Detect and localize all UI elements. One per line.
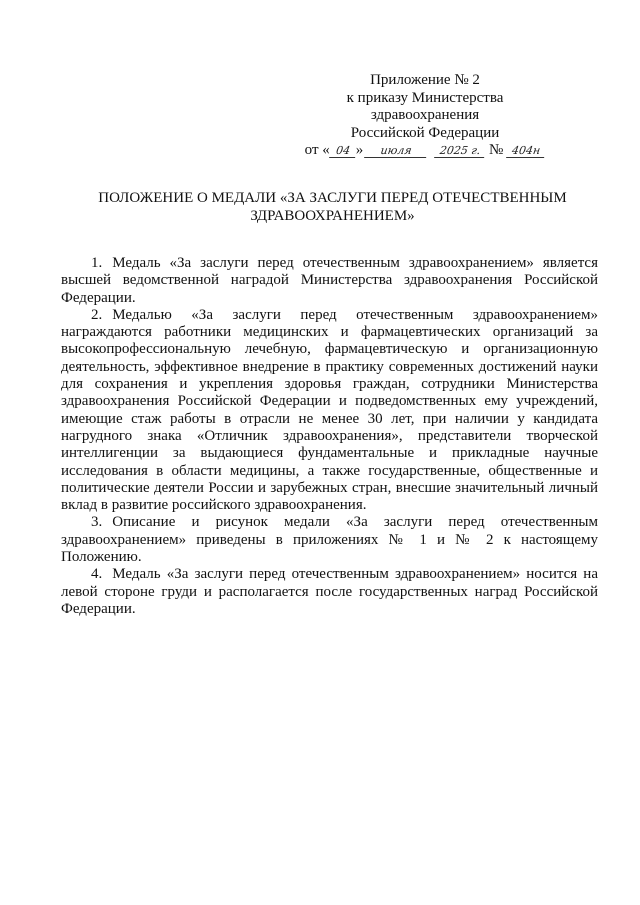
paragraph-4 (61, 566, 598, 618)
appendix-number: Приложение № 2 (370, 72, 480, 88)
document-title (60, 189, 605, 225)
paragraph-1 (61, 255, 598, 307)
title-line-2: ЗДРАВООХРАНЕНИЕМ» (250, 208, 415, 224)
paragraph-2-number: 2. (91, 306, 103, 323)
date-prefix: от « (304, 142, 330, 158)
paragraph-3-text: Описание и рисунок медали «За заслуги перед отечественным здравоохранением» приведены в приложениях № 1 и № 2 к настоящему Положению. (61, 514, 598, 566)
number-label: № (489, 142, 504, 158)
handwritten-order-number: 404н (506, 145, 546, 158)
appendix-header (300, 72, 550, 160)
title-line-1: ПОЛОЖЕНИЕ О МЕДАЛИ «ЗА ЗАСЛУГИ ПЕРЕД ОТЕЧЕСТВЕННЫМ (98, 190, 567, 206)
date-mid: » (355, 142, 364, 158)
appendix-order-ref: к приказу Министерства (346, 89, 504, 106)
order-date-line (300, 142, 550, 160)
handwritten-year: 2025 г. (434, 145, 486, 158)
paragraph-1-number: 1. (91, 255, 103, 271)
paragraph-2 (61, 307, 598, 515)
appendix-federation: Российской Федерации (350, 124, 500, 141)
paragraph-3-number: 3. (91, 514, 103, 531)
paragraph-4-text: Медаль «За заслуги перед отечественным здравоохранением» носится на левой стороне груди и располагается после государственных наград Российской Федерации. (61, 566, 598, 617)
paragraph-2-text: Медалью «За заслуги перед отечественным здравоохранением» награждаются работники медицинских и фармацевтических организаций за высокопрофессиональную лечебную, фармацевтическую и организационную деятельность, эффективное внедрение в практику современных достижений науки для сохранения и укрепления здоровья граждан, сотрудники Министерства здравоохранения Российской Федерации и подведомственных ему учреждений, имеющие стаж работы в отрасли не менее 30 лет, при наличии у кандидата нагрудного знака «Отличник здравоохранения», представители творческой интеллигенции за выдающиеся фундаментальные и прикладные научные исследования в области медицины, а также государственные, общественные и политические деятели России и зарубежных стран, внесшие значительный личный вклад в развитие российского здравоохранения. (61, 306, 598, 514)
paragraph-1-text: Медаль «За заслуги перед отечественным здравоохранением» является высшей ведомственной наградой Министерства здравоохранения Российской Федерации. (61, 255, 598, 306)
paragraph-4-number: 4. (91, 566, 103, 583)
handwritten-month: июля (364, 145, 428, 158)
appendix-ministry: здравоохранения (370, 107, 480, 123)
document-body (61, 255, 598, 618)
paragraph-3 (61, 514, 598, 566)
handwritten-day: 04 (329, 145, 357, 158)
